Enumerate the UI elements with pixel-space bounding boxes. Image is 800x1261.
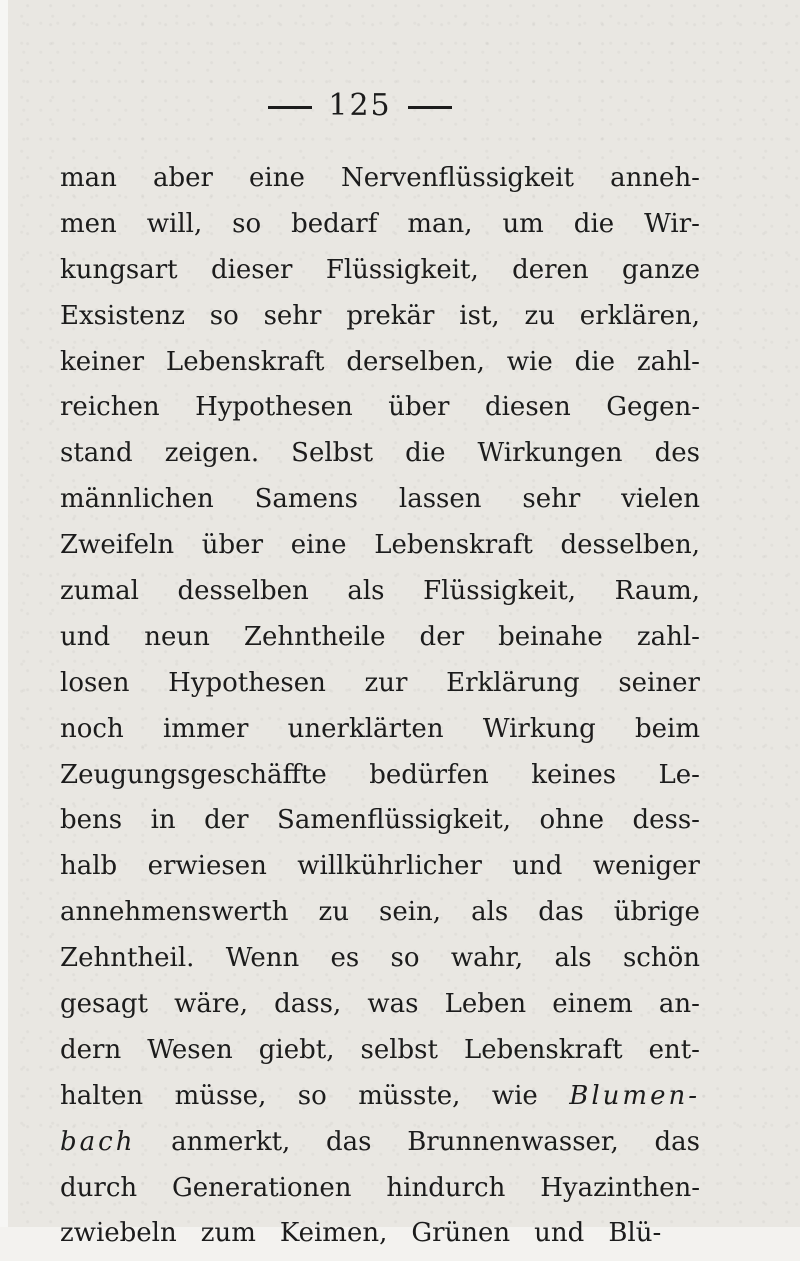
- word: vielen: [621, 484, 700, 515]
- word: zwiebeln: [60, 1218, 177, 1249]
- word: die: [573, 208, 615, 239]
- word: bedarf: [291, 208, 378, 239]
- word: erwiesen: [147, 851, 267, 882]
- word: schön: [622, 943, 700, 974]
- emphasized-word: Blumen-: [569, 1080, 700, 1111]
- word: durch: [60, 1172, 138, 1203]
- word: zum: [200, 1218, 256, 1249]
- header-dash-left: [268, 106, 312, 109]
- word: es: [330, 943, 360, 974]
- word: zur: [364, 667, 408, 698]
- text-line: [60, 1166, 700, 1212]
- word: Generationen: [172, 1172, 352, 1203]
- word: desselben: [177, 576, 309, 607]
- text-line: [60, 156, 700, 202]
- word: Zehntheile: [243, 621, 386, 652]
- word: der: [204, 805, 249, 836]
- word: wahr,: [450, 943, 524, 974]
- word: stand: [60, 438, 133, 469]
- word: zu: [524, 300, 555, 331]
- text-line: [60, 431, 700, 477]
- word: an-: [658, 989, 700, 1020]
- word: noch: [60, 713, 124, 744]
- word: Exsistenz: [60, 300, 185, 331]
- word: Hyazinthen-: [540, 1172, 700, 1203]
- text-line: [60, 936, 700, 982]
- word: über: [388, 392, 450, 423]
- word: Le-: [658, 759, 700, 790]
- word: will,: [146, 208, 203, 239]
- word: losen: [60, 667, 130, 698]
- word: sein,: [379, 897, 442, 928]
- word: übrige: [613, 897, 700, 928]
- word: beim: [634, 713, 700, 744]
- word: zumal: [60, 576, 139, 607]
- text-line: [60, 340, 700, 386]
- word: man,: [407, 208, 473, 239]
- word: Brunnenwasser,: [407, 1126, 619, 1157]
- word: Wirkung: [482, 713, 596, 744]
- word: Zehntheil.: [60, 943, 195, 974]
- text-line: [60, 1211, 700, 1257]
- word: beinahe: [498, 621, 603, 652]
- word: derselben,: [346, 346, 485, 377]
- word: in: [150, 805, 176, 836]
- word: Blü-: [608, 1218, 662, 1249]
- text-line: [60, 844, 700, 890]
- text-line: [60, 982, 700, 1028]
- word: Flüssigkeit,: [325, 254, 479, 285]
- text-line: [60, 798, 700, 844]
- word: lassen: [398, 484, 482, 515]
- word: desselben,: [560, 530, 700, 561]
- word: Zeugungsgeschäffte: [60, 759, 327, 790]
- page-left-margin: [0, 0, 8, 1261]
- word: anneh-: [610, 163, 700, 193]
- word: keiner: [60, 346, 145, 377]
- word: Samens: [254, 484, 359, 515]
- word: ohne: [539, 805, 604, 836]
- text-line: [60, 1120, 700, 1166]
- word: ganze: [622, 254, 700, 285]
- word: hindurch: [386, 1172, 506, 1203]
- text-line: [60, 294, 700, 340]
- word: Wesen: [147, 1034, 233, 1065]
- word: das: [538, 897, 584, 928]
- text-line: [60, 248, 700, 294]
- word: dess-: [632, 805, 700, 836]
- word: Lebenskraft: [165, 346, 325, 377]
- word: eine: [290, 530, 347, 561]
- word: ent-: [648, 1034, 700, 1065]
- text-line: [60, 615, 700, 661]
- text-line: [60, 477, 700, 523]
- word: zahl-: [636, 346, 700, 377]
- word: Nervenflüssigkeit: [340, 163, 574, 193]
- word: bedürfen: [369, 759, 489, 790]
- word: als: [554, 943, 592, 974]
- word: immer: [162, 713, 249, 744]
- text-line: [60, 1028, 700, 1074]
- word: und: [512, 851, 563, 882]
- word: diesen: [484, 392, 571, 423]
- word: reichen: [60, 392, 160, 423]
- word: prekär: [346, 300, 435, 331]
- word: Selbst: [291, 438, 374, 469]
- header-dash-right: [408, 106, 452, 109]
- word: Keimen,: [279, 1218, 388, 1249]
- word: das: [654, 1126, 700, 1157]
- word: des: [654, 438, 700, 469]
- word: und: [60, 621, 111, 652]
- text-line: [60, 661, 700, 707]
- text-line: [60, 202, 700, 248]
- word: wäre,: [174, 989, 248, 1020]
- text-line: [60, 385, 700, 431]
- word: Grünen: [411, 1218, 511, 1249]
- word: selbst: [360, 1034, 438, 1065]
- word: einem: [552, 989, 633, 1020]
- word: müsse,: [174, 1080, 267, 1111]
- word: Zweifeln: [60, 530, 175, 561]
- word: unerklärten: [287, 713, 444, 744]
- word: Wir-: [644, 208, 700, 239]
- word: sehr: [522, 484, 581, 515]
- word: Raum,: [614, 576, 700, 607]
- word: anmerkt,: [171, 1126, 291, 1157]
- word: wie: [506, 346, 553, 377]
- text-line: [60, 569, 700, 615]
- word: Wenn: [225, 943, 300, 974]
- word: und: [534, 1218, 585, 1249]
- word: neun: [144, 621, 210, 652]
- page-header: [0, 88, 720, 124]
- word: zeigen.: [164, 438, 260, 469]
- text-line: [60, 1074, 700, 1120]
- page-number: 125: [328, 88, 392, 123]
- word: eine: [249, 163, 305, 193]
- word: Flüssigkeit,: [423, 576, 577, 607]
- word: als: [471, 897, 509, 928]
- word: bens: [60, 805, 123, 836]
- word: als: [347, 576, 385, 607]
- word: so: [390, 943, 420, 974]
- word: Lebenskraft: [374, 530, 533, 561]
- body-text: [60, 156, 700, 1257]
- word: gesagt: [60, 989, 148, 1020]
- word: was: [367, 989, 419, 1020]
- word: keines: [531, 759, 617, 790]
- word: so: [297, 1080, 327, 1111]
- word: zu: [318, 897, 349, 928]
- word: dern: [60, 1034, 122, 1065]
- word: dieser: [210, 254, 293, 285]
- word: halb: [60, 851, 118, 882]
- word: dass,: [274, 989, 342, 1020]
- word: die: [574, 346, 615, 377]
- word: die: [405, 438, 446, 469]
- word: der: [419, 621, 465, 652]
- word: men: [60, 208, 117, 239]
- word: Wirkungen: [477, 438, 623, 469]
- word: ist,: [459, 300, 500, 331]
- word: Hypothesen: [168, 667, 326, 698]
- text-line: [60, 890, 700, 936]
- word: müsste,: [358, 1080, 461, 1111]
- word: männlichen: [60, 484, 214, 515]
- word: Lebenskraft: [464, 1034, 623, 1065]
- word: aber: [152, 163, 213, 193]
- word: willkührlicher: [297, 851, 482, 882]
- word: giebt,: [258, 1034, 335, 1065]
- word: das: [326, 1126, 372, 1157]
- emphasized-word: bach: [60, 1126, 136, 1157]
- word: erklären,: [579, 300, 700, 331]
- word: halten: [60, 1080, 144, 1111]
- word: Gegen-: [606, 392, 700, 423]
- word: deren: [512, 254, 589, 285]
- word: kungsart: [60, 254, 178, 285]
- word: man: [60, 163, 117, 193]
- word: Erklärung: [446, 667, 580, 698]
- word: Samenflüssigkeit,: [277, 805, 512, 836]
- text-line: [60, 523, 700, 569]
- word: zahl-: [636, 621, 700, 652]
- text-line: [60, 707, 700, 753]
- word: wie: [491, 1080, 538, 1111]
- text-line: [60, 753, 700, 799]
- word: seiner: [618, 667, 700, 698]
- word: sehr: [263, 300, 322, 331]
- word: um: [502, 208, 544, 239]
- word: über: [201, 530, 264, 561]
- word: so: [232, 208, 262, 239]
- word: weniger: [592, 851, 700, 882]
- word: so: [209, 300, 239, 331]
- word: Hypothesen: [195, 392, 353, 423]
- word: Leben: [444, 989, 527, 1020]
- word: annehmenswerth: [60, 897, 289, 928]
